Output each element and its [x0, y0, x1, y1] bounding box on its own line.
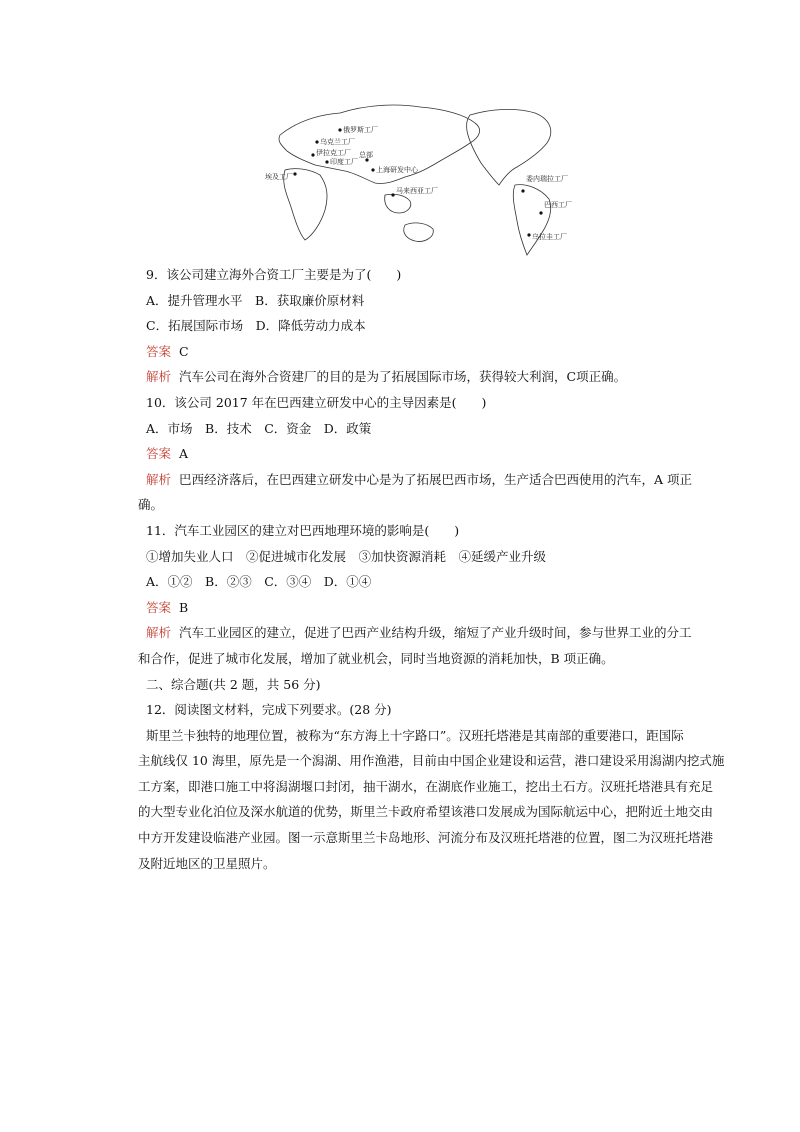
answer-tag: 答案 [146, 446, 172, 462]
russia-marker [338, 128, 341, 131]
q12-para-line-2: 主航线仅 10 海里，原先是一个潟湖、用作渔港，目前由中国企业建设和运营，港口建设采用潟湖内挖式施 [138, 753, 725, 769]
egypt-label: 埃及工厂 [265, 173, 293, 181]
analysis-tag: 解析 [146, 625, 172, 641]
q10-analysis-line [146, 467, 693, 493]
russia-label: 俄罗斯工厂 [343, 126, 378, 134]
brazil-label: 巴西工厂 [544, 201, 572, 209]
uruguay-marker [527, 233, 530, 236]
q11-analysis-line [146, 620, 692, 646]
brazil-marker [539, 211, 542, 214]
venezuela-label: 委内瑞拉工厂 [526, 175, 568, 183]
q9-options-ab: A．提升管理水平 B．获取廉价原材料 [146, 292, 365, 308]
q12-para-line-6: 及附近地区的卫星照片。 [138, 855, 276, 871]
southeast-asia-outline [385, 194, 411, 213]
q11-stem: 11．汽车工业园区的建立对巴西地理环境的影响是( ) [146, 522, 460, 538]
q11-analysis-1: 汽车工业园区的建立，促进了巴西产业结构升级，缩短了产业升级时间，参与世界工业的分工 [179, 625, 692, 641]
q10-options: A．市场 B．技术 C．资金 D．政策 [146, 420, 372, 436]
answer-tag: 答案 [146, 343, 172, 359]
q11-answer-line [146, 595, 658, 621]
world-map [255, 95, 575, 257]
q12-para-line-3: 工方案，即港口施工中将潟湖堰口封闭，抽干湖水，在湖底作业施工，挖出土石方。汉班托塔港具有充足 [138, 778, 714, 794]
india-label: 印度工厂 [330, 158, 358, 166]
document-body [138, 262, 725, 876]
q9-analysis: 汽车公司在海外合资建厂的目的是为了拓展国际市场，获得较大利润，C项正确。 [179, 369, 627, 385]
iran-marker [311, 153, 314, 156]
q10-analysis-1: 巴西经济落后，在巴西建立研发中心是为了拓展巴西市场，生产适合巴西使用的汽车，A 项正 [179, 471, 693, 487]
q12-para-line-5: 中方开发建设临港产业园。图一示意斯里兰卡岛地形、河流分布及汉班托塔港的位置，图二为汉班托塔港 [138, 830, 714, 846]
q9-options-cd: C．拓展国际市场 D．降低劳动力成本 [146, 318, 366, 334]
ukraine-label: 乌克兰工厂 [320, 138, 355, 146]
india-marker [325, 160, 328, 163]
q9-answer-line [146, 339, 658, 365]
australia-outline [404, 223, 434, 241]
shanghai-label: 上海研发中心 [376, 166, 418, 174]
q10-analysis-line-2: 确。 [138, 497, 164, 513]
q10-stem: 10．该公司 2017 年在巴西建立研发中心的主导因素是( ) [146, 394, 487, 410]
malaysia-label: 马来西亚工厂 [396, 187, 438, 195]
q12-stem: 12．阅读图文材料，完成下列要求。(28 分) [146, 702, 392, 718]
egypt-marker [293, 172, 296, 175]
china-label: 总部 [359, 151, 373, 159]
analysis-tag: 解析 [146, 471, 172, 487]
q11-answer: B [179, 599, 189, 615]
q9-answer: C [179, 343, 189, 359]
shanghai-marker [371, 168, 374, 171]
malaysia-marker [391, 193, 394, 196]
q12-para-line-4: 的大型专业化泊位及深水航道的优势，斯里兰卡政府希望该港口发展成为国际航运中心，把附近土地交由 [138, 804, 714, 820]
q11-items: ①增加失业人口 ②促进城市化发展 ③加快资源消耗 ④延缓产业升级 [146, 548, 547, 564]
q9-stem: 9．该公司建立海外合资工厂主要是为了( ) [146, 267, 402, 282]
q10-answer-line [146, 441, 658, 467]
north-america-outline [467, 109, 551, 185]
answer-tag: 答案 [146, 599, 172, 615]
south-america-outline [513, 185, 550, 255]
q11-options: A．①② B．②③ C．③④ D．①④ [146, 574, 372, 590]
q10-answer: A [179, 446, 189, 462]
ukraine-marker [315, 140, 318, 143]
q12-para-line-1: 斯里兰卡独特的地理位置，被称为“东方海上十字路口”。汉班托塔港是其南部的重要港口，距国际 [146, 727, 684, 743]
q9-analysis-line [146, 364, 658, 390]
section-2-title: 二、综合题(共 2 题，共 56 分) [146, 676, 321, 692]
analysis-tag: 解析 [146, 369, 172, 385]
q11-analysis-line-2: 和合作，促进了城市化发展，增加了就业机会，同时当地资源的消耗加快，B 项正确。 [138, 650, 614, 666]
iran-label: 伊拉克工厂 [316, 149, 351, 157]
venezuela-marker [521, 189, 524, 192]
world-map-figure [255, 95, 575, 257]
uruguay-label: 乌拉圭工厂 [532, 233, 567, 241]
